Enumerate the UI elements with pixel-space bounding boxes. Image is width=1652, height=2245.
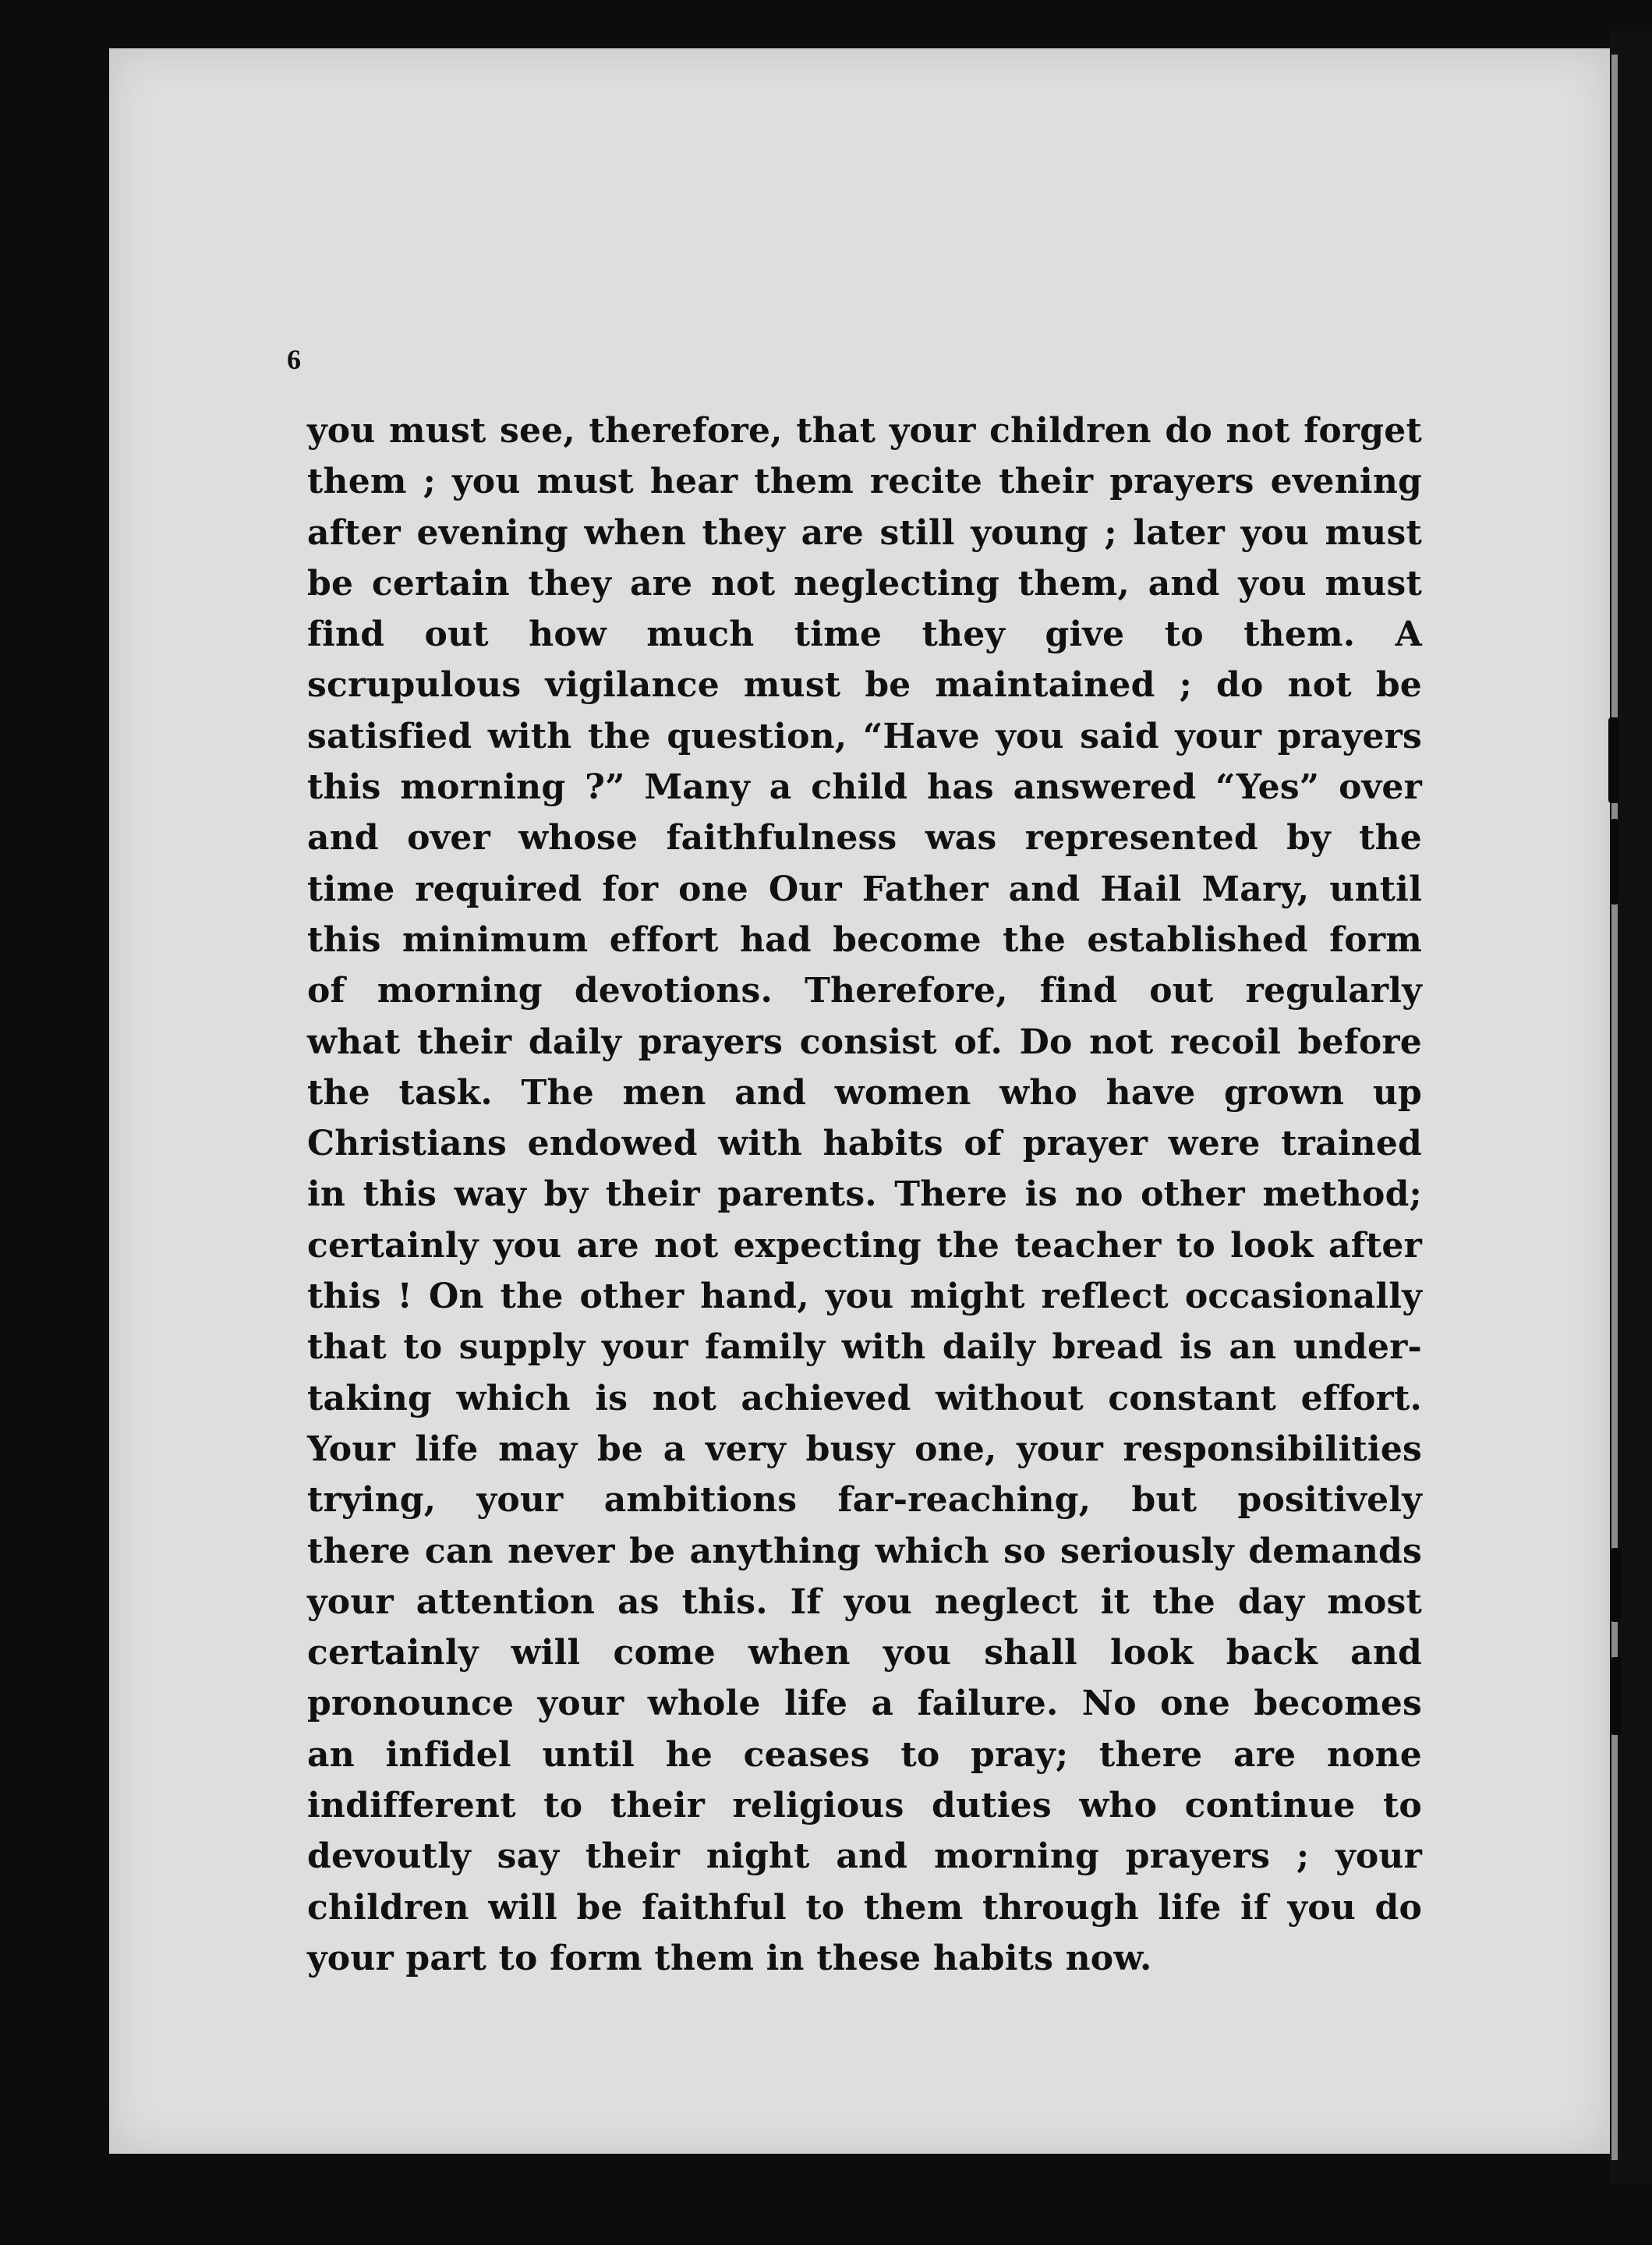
text-line: after evening when they are still young ; later you must — [307, 512, 1422, 553]
text-line: certainly you are not expecting the teacher to look after — [307, 1225, 1422, 1266]
margin-mark — [1611, 819, 1618, 905]
margin-mark — [1611, 1548, 1622, 1622]
text-line: of morning devotions. Therefore, find out regularly — [307, 971, 1422, 1011]
text-line: in this way by their parents. There is no other method; — [307, 1174, 1422, 1215]
text-line: find out how much time they give to them. A — [307, 614, 1422, 655]
text-line: trying, your ambitions far-reaching, but positively — [307, 1480, 1422, 1521]
text-line: be certain they are not neglecting them, and you must — [307, 563, 1422, 604]
margin-mark — [1608, 717, 1619, 803]
text-line: certainly will come when you shall look back and — [307, 1633, 1422, 1673]
page-body-text — [307, 405, 1422, 1984]
text-line: an infidel until he ceases to pray; there are none — [307, 1734, 1422, 1775]
text-line: this ! On the other hand, you might reflect occasionally — [307, 1277, 1422, 1317]
page-edge — [1611, 55, 1618, 2160]
text-line: what their daily prayers consist of. Do not recoil before — [307, 1022, 1422, 1062]
text-line: taking which is not achieved without constant effort. — [307, 1378, 1422, 1418]
text-line: and over whose faithfulness was represented by the — [307, 818, 1422, 859]
page-gutter — [1610, 31, 1652, 2183]
text-line: pronounce your whole life a failure. No one becomes — [307, 1684, 1422, 1724]
page-number: 6 — [287, 344, 301, 375]
text-line: there can never be anything which so seriously demands — [307, 1531, 1422, 1571]
text-line: this minimum effort had become the established form — [307, 919, 1422, 960]
text-line: the task. The men and women who have grown up — [307, 1072, 1422, 1113]
text-line: time required for one Our Father and Hail Mary, until — [307, 869, 1422, 909]
text-line: satisfied with the question, “Have you said your prayers — [307, 716, 1422, 756]
text-line: children will be faithful to them through life if you do — [307, 1887, 1422, 1928]
text-line: you must see, therefore, that your children do not forget — [307, 411, 1422, 451]
text-line: devoutly say their night and morning prayers ; your — [307, 1836, 1422, 1877]
text-line: this morning ?” Many a child has answered “Yes” over — [307, 767, 1422, 808]
text-line: your attention as this. If you neglect it the day most — [307, 1581, 1422, 1622]
text-line: indifferent to their religious duties who continue to — [307, 1786, 1422, 1826]
text-line: scrupulous vigilance must be maintained ; do not be — [307, 665, 1422, 706]
text-line: Christians endowed with habits of prayer were trained — [307, 1124, 1422, 1164]
margin-mark — [1611, 1657, 1622, 1735]
text-line: your part to form them in these habits now. — [307, 1938, 1152, 1978]
text-line: Your life may be a very busy one, your responsibilities — [307, 1429, 1422, 1469]
text-line: that to supply your family with daily bread is an under- — [307, 1327, 1422, 1368]
text-line: them ; you must hear them recite their prayers evening — [307, 462, 1422, 502]
